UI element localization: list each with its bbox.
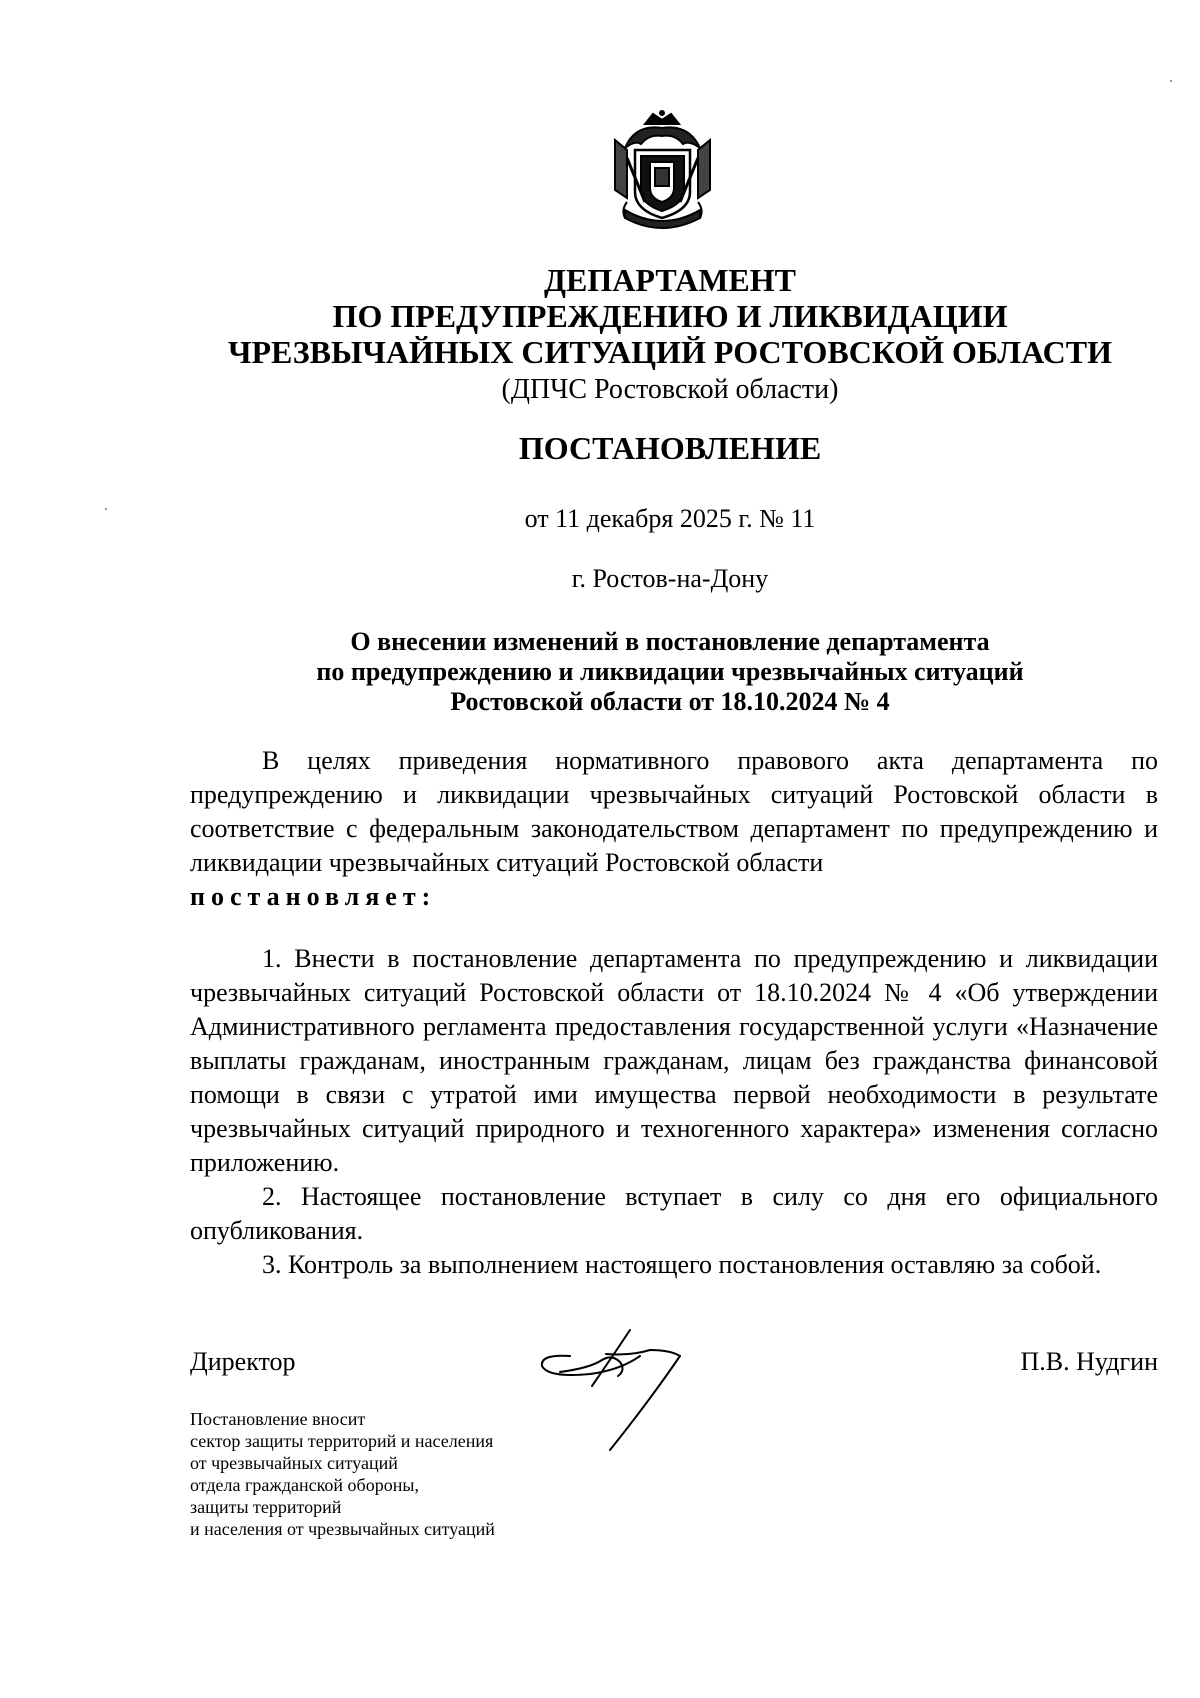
signer-title: Директор [190, 1347, 296, 1376]
resolution-item-1: 1. Внести в постановление департамента по предупреждению и ликвидации чрезвычайных ситуаций Ростовской области от 18.10.2024 № 4 «Об утверждении Административного регламента предоставления государственной услуги «Назначение выплаты гражданам, иностранным гражданам, лицам без гражданства финансовой помощи в связи с утратой ими имущества первой необходимости в результате чрезвычайных ситуаций природного и техногенного характера» изменения согласно приложению. [190, 944, 1158, 1177]
note-line-3: от чрезвычайных ситуаций [190, 1453, 398, 1473]
scan-speck [105, 508, 107, 510]
note-line-4: отдела гражданской обороны, [190, 1475, 419, 1495]
org-name-line-2: ПО ПРЕДУПРЕЖДЕНИЮ И ЛИКВИДАЦИИ [332, 298, 1008, 334]
resolution-items [190, 942, 1158, 1282]
decides-word: постановляет: [190, 882, 437, 911]
signer-name: П.В. Нудгин [1020, 1347, 1158, 1376]
org-name-line-1: ДЕПАРТАМЕНТ [544, 262, 796, 298]
org-name-line-3: ЧРЕЗВЫЧАЙНЫХ СИТУАЦИЙ РОСТОВСКОЙ ОБЛАСТИ [228, 334, 1112, 370]
preamble-section [190, 744, 1158, 914]
resolution-item-2: 2. Настоящее постановление вступает в силу со дня его официального опубликования. [190, 1182, 1158, 1245]
subject-line-1: О внесении изменений в постановление департамента [350, 627, 990, 656]
organization-header [150, 262, 1190, 408]
org-short-name: (ДПЧС Ростовской области) [501, 374, 839, 405]
coat-of-arms-icon [605, 110, 720, 235]
note-line-6: и населения от чрезвычайных ситуаций [190, 1519, 495, 1539]
document-subject [150, 627, 1190, 717]
note-line-2: сектор защиты территорий и населения [190, 1431, 494, 1451]
note-line-5: защиты территорий [190, 1497, 342, 1517]
document-type-title: ПОСТАНОВЛЕНИЕ [518, 430, 822, 466]
document-place: г. Ростов-на-Дону [571, 564, 769, 593]
document-date-number: от 11 декабря 2025 г. № 11 [524, 504, 816, 533]
scan-speck [1170, 80, 1172, 82]
originator-note [190, 1408, 610, 1540]
subject-line-2: по предупреждению и ликвидации чрезвычайных ситуаций [316, 657, 1024, 686]
subject-line-3: Ростовской области от 18.10.2024 № 4 [450, 687, 890, 716]
preamble-paragraph: В целях приведения нормативного правового акта департамента по предупреждению и ликвидации чрезвычайных ситуаций Ростовской области в соответствие с федеральным законодательством департамент по предупреждению и ликвидации чрезвычайных ситуаций Ростовской области [190, 746, 1158, 877]
resolution-item-3: 3. Контроль за выполнением настоящего постановления оставляю за собой. [262, 1250, 1102, 1279]
note-line-1: Постановление вносит [190, 1409, 366, 1429]
